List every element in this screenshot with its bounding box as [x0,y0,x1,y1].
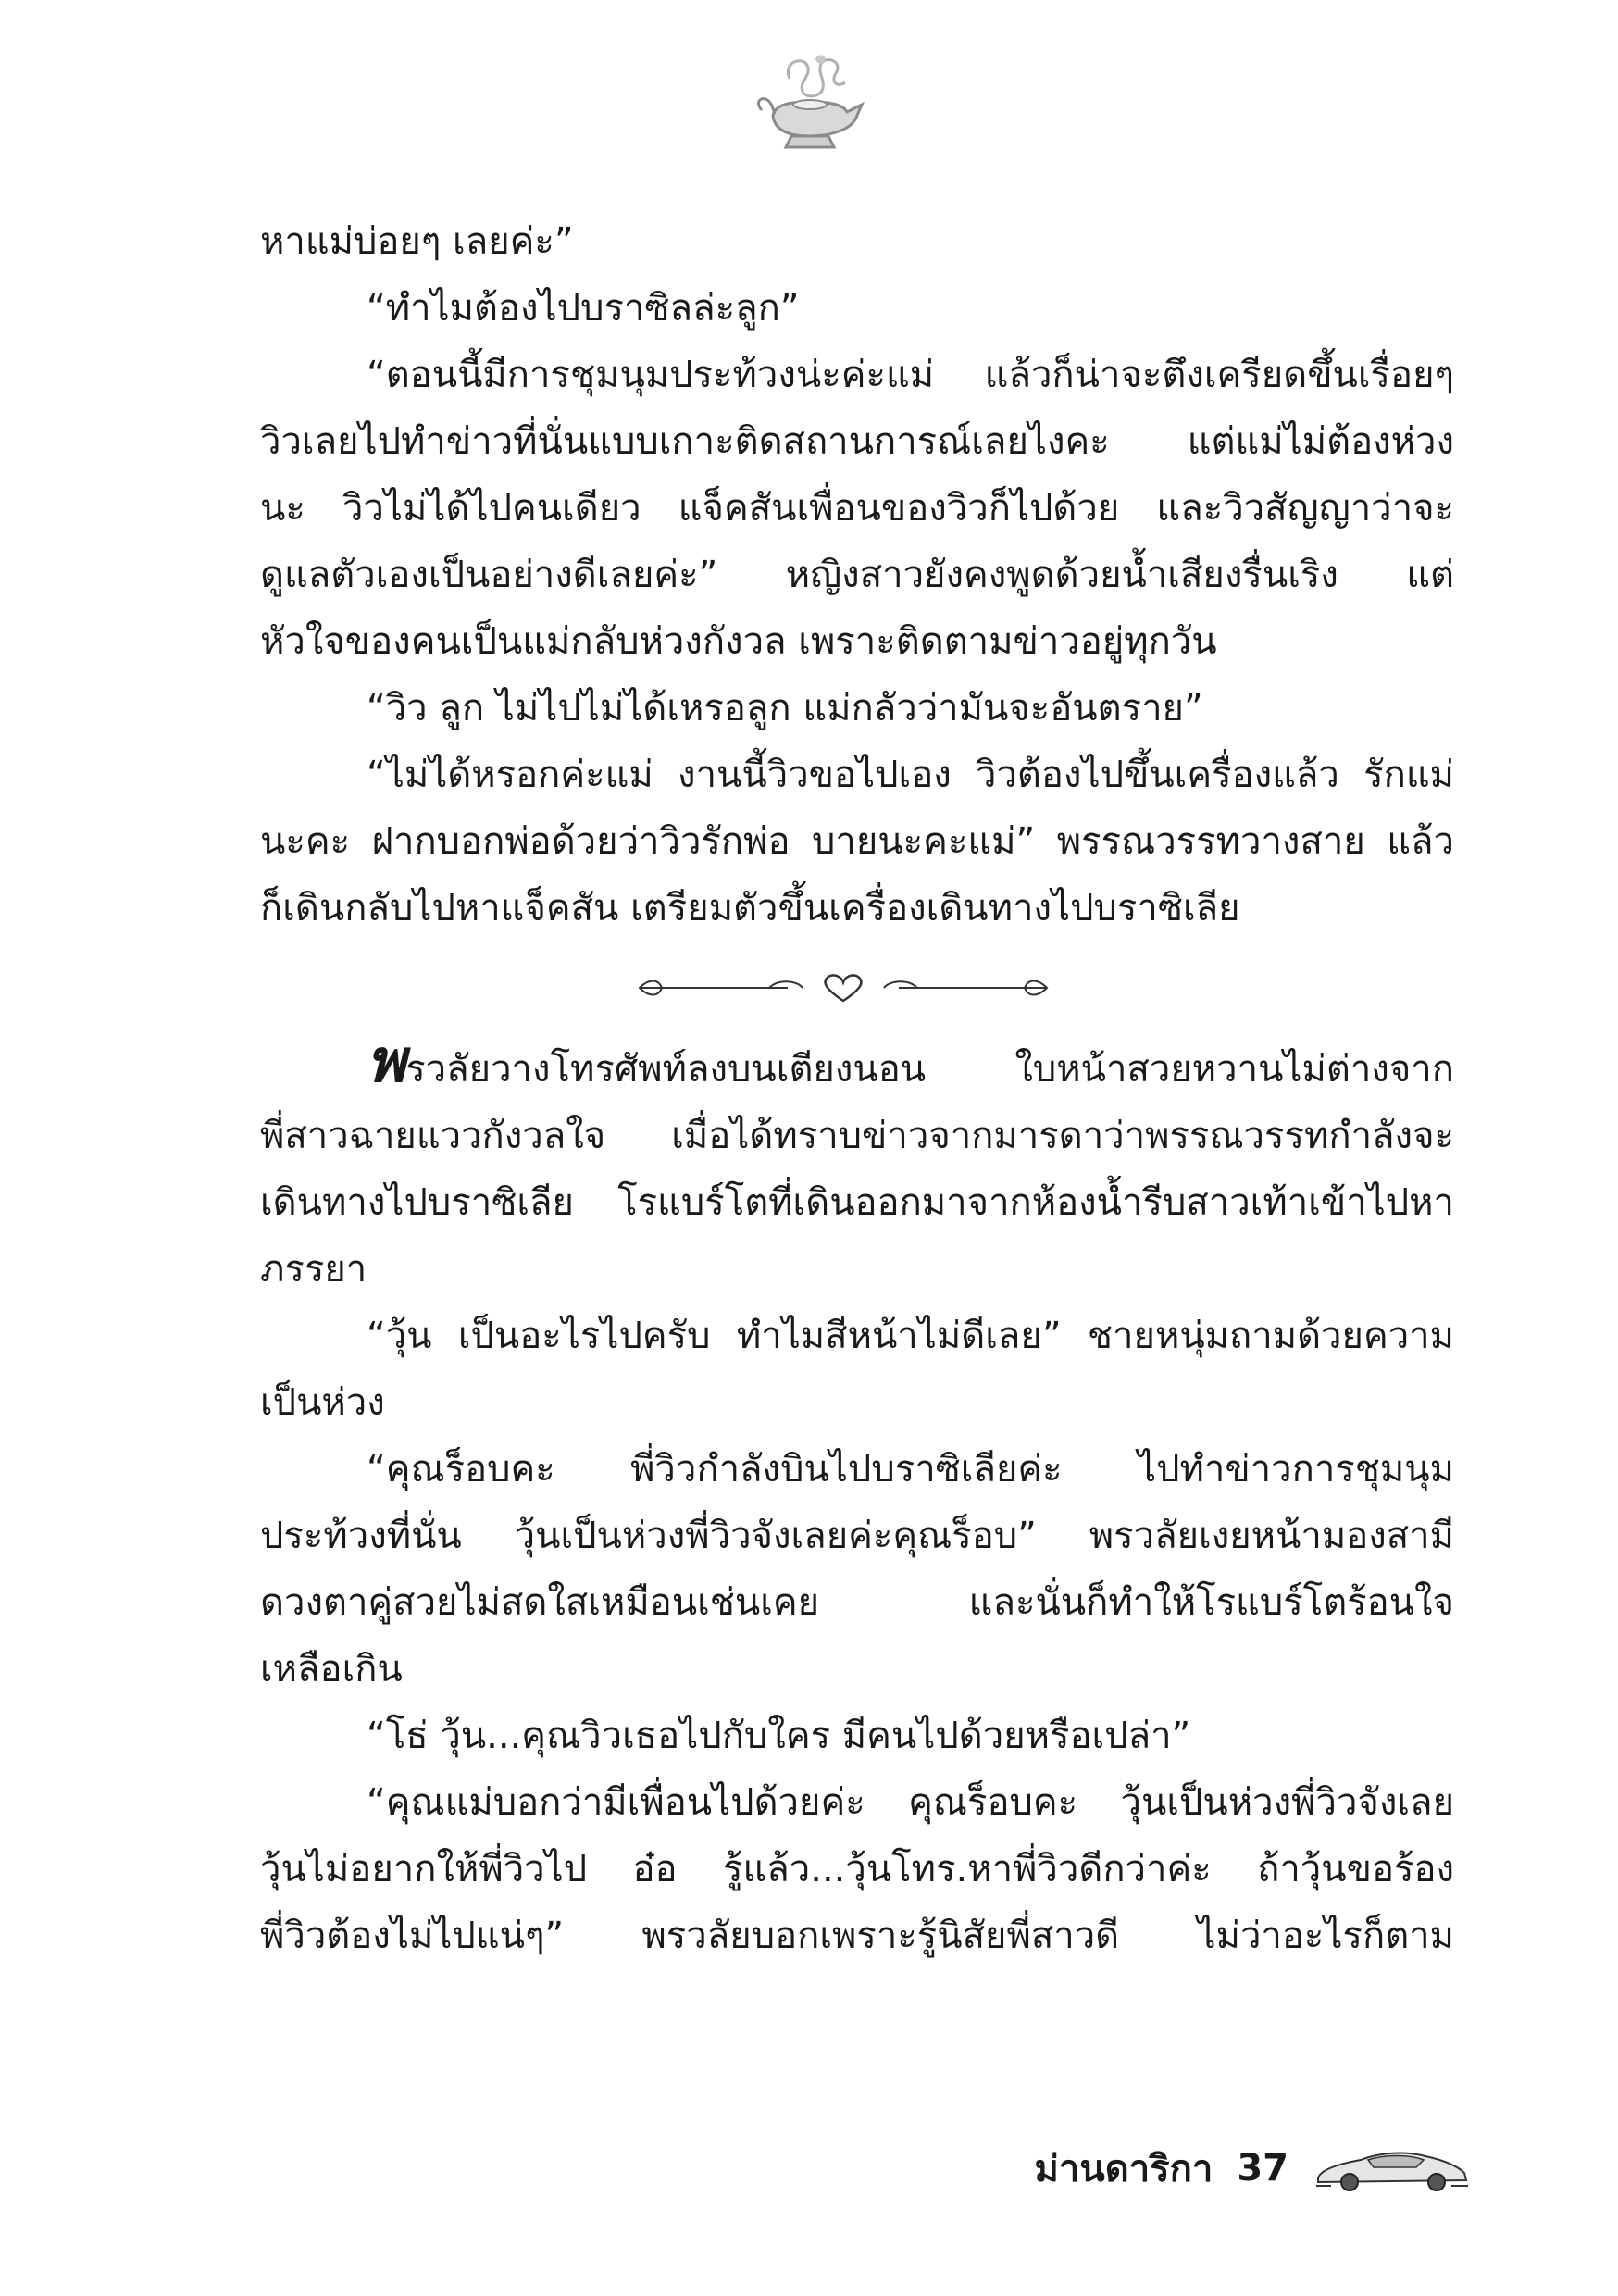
heart-divider-icon [630,969,1056,1006]
text-line: นะ วิวไม่ได้ไปคนเดียว แจ็คสันเพื่อนของวิวก็ไปด้วย และวิวสัญญาว่าจะ [260,487,1454,530]
text-line: เหลือเกิน [260,1648,403,1691]
text-line: “ทำไมต้องไปบราซิลล่ะลูก” [367,287,800,330]
text-line: “คุณแม่บอกว่ามีเพื่อนไปด้วยค่ะ คุณร็อบคะ วุ้นเป็นห่วงพี่วิวจังเลย [367,1781,1454,1824]
text-line: ดูแลตัวเองเป็นอย่างดีเลยค่ะ” หญิงสาวยังคงพูดด้วยน้ำเสียงรื่นเริง แต่ [260,554,1454,596]
text-line [260,1027,1454,1103]
car-icon [1313,2143,1470,2193]
text-line: นะคะ ฝากบอกพ่อด้วยว่าวิวรักพ่อ บายนะคะแม่” พรรณวรรทวางสาย แล้ว [260,820,1454,863]
paragraph-group-2 [260,1027,1454,1969]
text-line: เดินทางไปบราซิเลีย โรแบร์โตที่เดินออกมาจากห้องน้ำรีบสาวเท้าเข้าไปหา [260,1181,1454,1224]
text-line: “ตอนนี้มีการชุมนุมประท้วงน่ะค่ะแม่ แล้วก็น่าจะตึงเครียดขึ้นเรื่อยๆ [367,354,1454,396]
drop-cap: พ [367,1027,406,1096]
text-line: ประท้วงที่นั่น วุ้นเป็นห่วงพี่วิวจังเลยค่ะคุณร็อบ” พรวลัยเงยหน้ามองสามี [260,1515,1454,1557]
text-line: หาแม่บ่อยๆ เลยค่ะ” [260,220,574,263]
text-line: “คุณร็อบคะ พี่วิวกำลังบินไปบราซิเลียค่ะ ไปทำข่าวการชุมนุม [367,1448,1454,1491]
text-line: พี่วิวต้องไม่ไปแน่ๆ” พรวลัยบอกเพราะรู้นิสัยพี่สาวดี ไม่ว่าอะไรก็ตาม [260,1915,1454,1957]
page-number: 37 [1237,2147,1288,2190]
text-line: หัวใจของคนเป็นแม่กลับห่วงกังวล เพราะติดตามข่าวอยู่ทุกวัน [260,620,1217,663]
paragraph-group-1 [260,208,1454,942]
text-line: “โธ่ วุ้น...คุณวิวเธอไปกับใคร มีคนไปด้วยหรือเปล่า” [367,1715,1191,1757]
text-line: “วิว ลูก ไม่ไปไม่ได้เหรอลูก แม่กลัวว่ามันจะอันตราย” [367,687,1203,730]
text-line: “ไม่ได้หรอกค่ะแม่ งานนี้วิวขอไปเอง วิวต้องไปขึ้นเครื่องแล้ว รักแม่ [367,754,1454,796]
text-line: วิวเลยไปทำข่าวที่นั่นแบบเกาะติดสถานการณ์เลยไงคะ แต่แม่ไม่ต้องห่วง [260,420,1454,463]
text-line: “วุ้น เป็นอะไรไปครับ ทำไมสีหน้าไม่ดีเลย” ชายหนุ่มถามด้วยความ [367,1315,1454,1357]
book-title: ม่านดาริกา [1034,2148,1214,2190]
text-line: ดวงตาคู่สวยไม่สดใสเหมือนเช่นเคย และนั่นก็ทำให้โรแบร์โตร้อนใจ [260,1581,1454,1624]
magic-lamp-icon [754,51,865,153]
text-line-content: รวลัยวางโทรศัพท์ลงบนเตียงนอน ใบหน้าสวยหวานไม่ต่างจาก [405,1048,1454,1091]
page-footer [1035,2139,1470,2198]
text-line: ภรรยา [260,1248,367,1291]
body-text [260,208,1454,1969]
section-divider [260,942,1454,1036]
text-line: เป็นห่วง [260,1381,385,1424]
text-line: พี่สาวฉายแววกังวลใจ เมื่อได้ทราบข่าวจากมารดาว่าพรรณวรรทกำลังจะ [260,1115,1454,1157]
text-line: วุ้นไม่อยากให้พี่วิวไป อ๋อ รู้แล้ว...วุ้นโทร.หาพี่วิวดีกว่าค่ะ ถ้าวุ้นขอร้อง [260,1848,1454,1890]
text-line: ก็เดินกลับไปหาแจ็คสัน เตรียมตัวขึ้นเครื่องเดินทางไปบราซิเลีย [260,887,1240,930]
